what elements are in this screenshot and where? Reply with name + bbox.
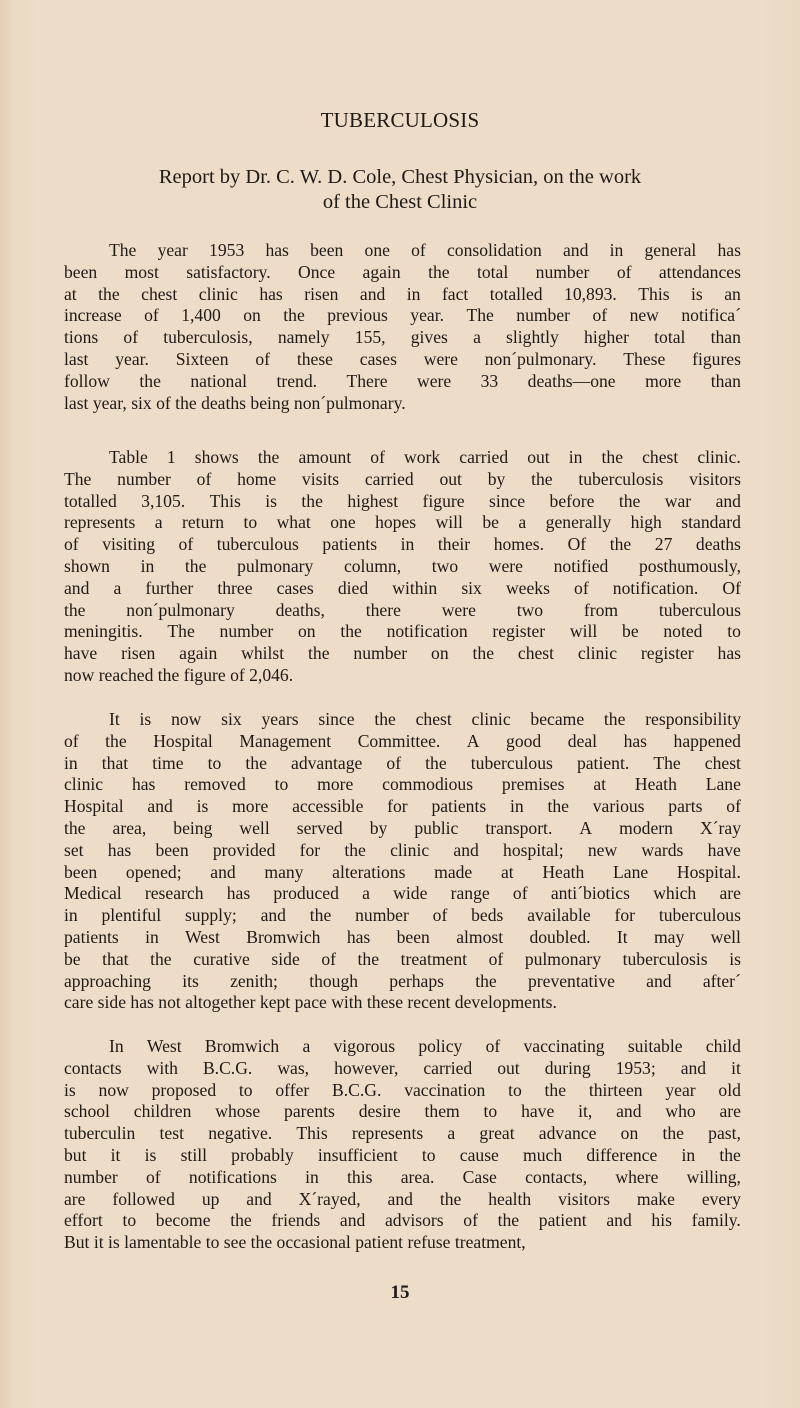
text-line: increase of 1,400 on the previous year. The number of new notificaˊ bbox=[64, 305, 741, 326]
subtitle-line: Report by Dr. C. W. D. Cole, Chest Physician, on the work bbox=[158, 166, 642, 188]
text-line: meningitis. The number on the notification register will be noted to bbox=[64, 621, 741, 642]
text-line: totalled 3,105. This is the highest figure since before the war and bbox=[64, 490, 741, 511]
text-line: represents a return to what one hopes will be a generally high standard bbox=[64, 512, 741, 533]
paragraph-table-work bbox=[64, 447, 741, 687]
text-line: follow the national trend. There were 33 deaths—one more than bbox=[64, 370, 741, 391]
text-line: and a further three cases died within six weeks of notification. Of bbox=[64, 577, 741, 598]
text-line: the area, being well served by public transport. A modern Xˊray bbox=[64, 817, 741, 838]
text-line: It is now six years since the chest clinic became the responsibility bbox=[109, 709, 741, 729]
text-line: shown in the pulmonary column, two were notified posthumously, bbox=[64, 555, 741, 576]
text-line: tuberculin test negative. This represents a great advance on the past, bbox=[64, 1123, 741, 1144]
text-line: last year, six of the deaths being nonˊpulmonary. bbox=[64, 392, 406, 413]
text-line: The number of home visits carried out by the tuberculosis visitors bbox=[64, 468, 741, 489]
text-line: care side has not altogether kept pace with these recent developments. bbox=[64, 992, 557, 1013]
text-line: In West Bromwich a vigorous policy of vaccinating suitable child bbox=[109, 1036, 741, 1056]
paragraph-summary bbox=[64, 240, 741, 414]
text-line: the nonˊpulmonary deaths, there were two from tuberculous bbox=[64, 599, 741, 620]
text-line: set has been provided for the clinic and hospital; new wards have bbox=[64, 839, 741, 860]
text-line: been most satisfactory. Once again the total number of attendances bbox=[64, 261, 741, 282]
text-line: tions of tuberculosis, namely 155, gives a slightly higher total than bbox=[64, 327, 741, 348]
text-line: approaching its zenith; though perhaps the preventative and afterˊ bbox=[64, 970, 741, 991]
text-line: number of notifications in this area. Case contacts, where willing, bbox=[64, 1166, 741, 1187]
text-line: now reached the figure of 2,046. bbox=[64, 664, 294, 685]
text-line: but it is still probably insufficient to cause much difference in the bbox=[64, 1144, 741, 1165]
text-line: clinic has removed to more commodious premises at Heath Lane bbox=[64, 774, 741, 795]
subtitle-line: of the Chest Clinic bbox=[322, 191, 478, 213]
text-line: been opened; and many alterations made at Heath Lane Hospital. bbox=[64, 861, 741, 882]
text-line: at the chest clinic has risen and in fact totalled 10,893. This is an bbox=[64, 283, 741, 304]
text-line: be that the curative side of the treatment of pulmonary tuberculosis is bbox=[64, 948, 741, 969]
page-title: TUBERCULOSIS bbox=[320, 108, 480, 132]
text-line: Hospital and is more accessible for patients in the various parts of bbox=[64, 796, 741, 817]
text-line: The year 1953 has been one of consolidation and in general has bbox=[109, 240, 741, 260]
text-line: in plentiful supply; and the number of beds available for tuberculous bbox=[64, 905, 741, 926]
text-line: But it is lamentable to see the occasional patient refuse treatment, bbox=[64, 1232, 526, 1253]
text-line: Medical research has produced a wide range of antiˊbiotics which are bbox=[64, 883, 741, 904]
text-line: are followed up and Xˊrayed, and the health visitors make every bbox=[64, 1188, 741, 1209]
text-line: patients in West Bromwich has been almost doubled. It may well bbox=[64, 926, 741, 947]
text-line: of visiting of tuberculous patients in their homes. Of the 27 deaths bbox=[64, 534, 741, 555]
text-line: have risen again whilst the number on the chest clinic register has bbox=[64, 643, 741, 664]
text-line: school children whose parents desire them to have it, and who are bbox=[64, 1101, 741, 1122]
text-line: Table 1 shows the amount of work carried out in the chest clinic. bbox=[109, 447, 741, 467]
paragraph-bcg-vaccination bbox=[64, 1036, 741, 1254]
paragraph-hospital-committee bbox=[64, 709, 741, 1014]
page-number: 15 bbox=[390, 1282, 410, 1303]
text-line: in that time to the advantage of the tuberculous patient. The chest bbox=[64, 752, 741, 773]
report-subtitle bbox=[60, 165, 740, 215]
text-line: effort to become the friends and advisors of the patient and his family. bbox=[64, 1210, 741, 1231]
text-line: contacts with B.C.G. was, however, carried out during 1953; and it bbox=[64, 1057, 741, 1078]
text-line: of the Hospital Management Committee. A good deal has happened bbox=[64, 730, 741, 751]
text-line: is now proposed to offer B.C.G. vaccination to the thirteen year old bbox=[64, 1079, 741, 1100]
text-line: last year. Sixteen of these cases were nonˊpulmonary. These figures bbox=[64, 348, 741, 369]
